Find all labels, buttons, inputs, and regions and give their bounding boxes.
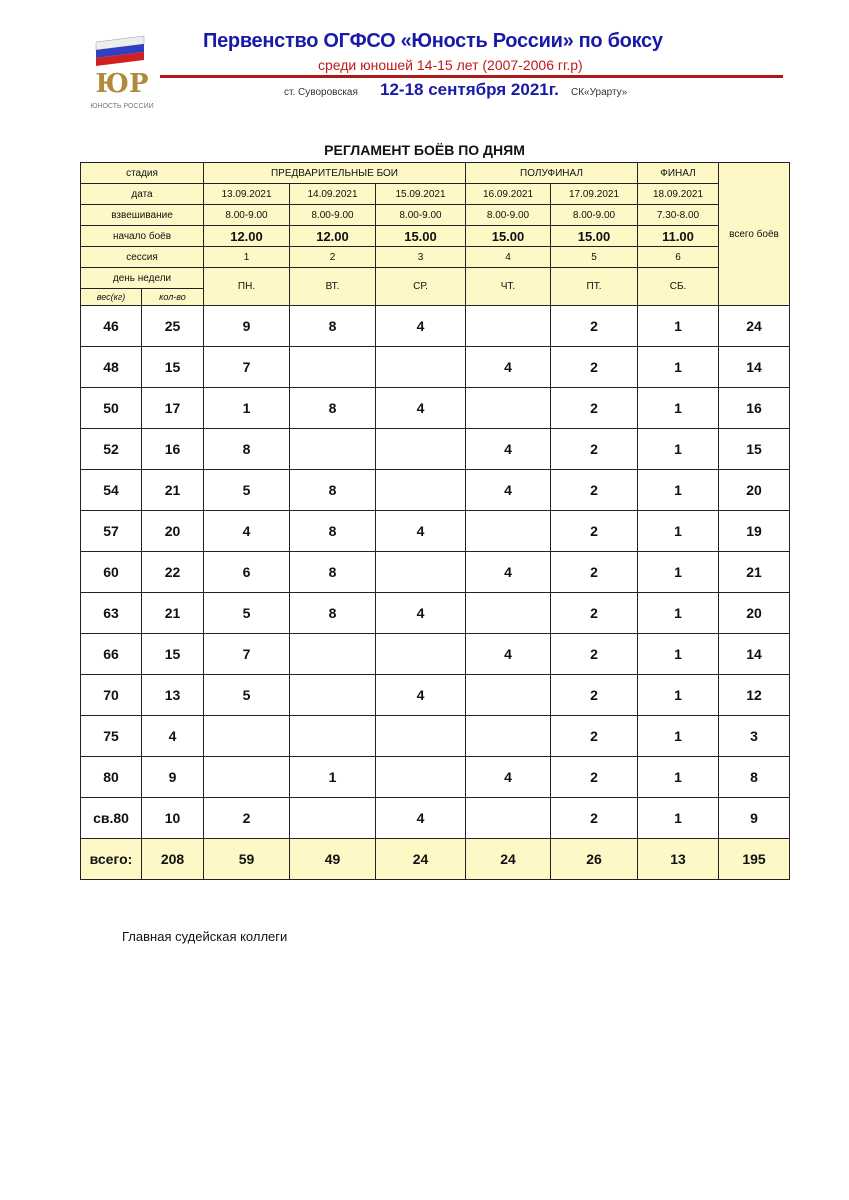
date-cell: 18.09.2021 [638,184,719,205]
table-cell: 15 [142,347,204,388]
table-cell: 2 [551,511,638,552]
total-cell: 24 [466,839,551,880]
table-cell: 9 [142,757,204,798]
table-cell: 20 [719,470,790,511]
svg-text:ЮНОСТЬ РОССИИ: ЮНОСТЬ РОССИИ [90,103,154,110]
weigh-cell: 8.00-9.00 [290,205,376,226]
table-cell [290,347,376,388]
table-cell: 8 [290,552,376,593]
table-cell: 1 [638,757,719,798]
start-cell: 12.00 [204,226,290,247]
table-cell: 66 [81,634,142,675]
table-cell: 4 [466,552,551,593]
table-row [81,675,790,716]
table-cell: 4 [466,470,551,511]
table-cell [290,716,376,757]
table-cell: 2 [551,634,638,675]
total-fights-header: всего боёв [719,163,790,306]
table-cell: 2 [551,757,638,798]
table-cell [466,511,551,552]
table-cell: 24 [719,306,790,347]
table-cell: 1 [638,306,719,347]
table-cell: 1 [638,347,719,388]
table-cell: 1 [638,552,719,593]
total-cell: 26 [551,839,638,880]
table-cell: 8 [204,429,290,470]
table-cell: 1 [638,675,719,716]
table-cell: 2 [551,388,638,429]
table-cell: 14 [719,634,790,675]
table-cell: 1 [204,388,290,429]
table-cell: 2 [551,716,638,757]
table-cell: 2 [551,470,638,511]
table-cell: 5 [204,675,290,716]
table-cell: 7 [204,347,290,388]
table-cell [290,798,376,839]
event-venue: СК«Урарту» [571,87,628,98]
table-cell: 57 [81,511,142,552]
table-cell [376,347,466,388]
table-cell [376,716,466,757]
table-cell [466,593,551,634]
yunost-rossii-logo [82,30,162,110]
footer-signature: Главная судейская коллеги [122,929,288,944]
table-cell: 16 [142,429,204,470]
table-cell [204,716,290,757]
event-subtitle: среди юношей 14-15 лет (2007-2006 гг.р) [318,57,583,73]
session-cell: 3 [376,247,466,268]
table-cell [466,675,551,716]
table-cell [376,634,466,675]
table-row [81,593,790,634]
table-cell: 17 [142,388,204,429]
total-cell: 49 [290,839,376,880]
event-place: ст. Суворовская [284,87,358,98]
svg-text:ЮР: ЮР [95,69,149,99]
weekday-label: день недели [81,268,204,289]
weekday-cell: СР. [376,268,466,306]
totals-row [81,839,790,880]
table-cell: 5 [204,593,290,634]
table-cell: 9 [719,798,790,839]
session-label: сессия [81,247,204,268]
table-title: РЕГЛАМЕНТ БОЁВ ПО ДНЯМ [324,142,525,158]
table-cell: 46 [81,306,142,347]
table-cell: 2 [551,593,638,634]
session-cell: 1 [204,247,290,268]
table-cell: 8 [290,593,376,634]
table-cell: 21 [142,470,204,511]
start-cell: 15.00 [376,226,466,247]
date-cell: 17.09.2021 [551,184,638,205]
table-cell: 6 [204,552,290,593]
table-cell: 19 [719,511,790,552]
table-cell: 12 [719,675,790,716]
table-cell: 4 [466,757,551,798]
weekday-cell: ВТ. [290,268,376,306]
table-row [81,634,790,675]
table-cell: 15 [719,429,790,470]
table-cell [290,634,376,675]
date-cell: 16.09.2021 [466,184,551,205]
table-row [81,511,790,552]
weekday-cell: ЧТ. [466,268,551,306]
table-cell: 1 [638,429,719,470]
weekday-cell: ПТ. [551,268,638,306]
table-cell: 9 [204,306,290,347]
table-cell: 4 [142,716,204,757]
table-cell: 70 [81,675,142,716]
table-cell: 4 [204,511,290,552]
table-cell [376,552,466,593]
total-cell: всего: [81,839,142,880]
start-cell: 15.00 [551,226,638,247]
table-cell: 15 [142,634,204,675]
total-cell: 13 [638,839,719,880]
table-cell: 4 [376,511,466,552]
table-cell: 4 [466,429,551,470]
table-cell: 16 [719,388,790,429]
table-cell: 1 [638,593,719,634]
stage-semifinal: ПОЛУФИНАЛ [466,163,638,184]
table-cell [376,470,466,511]
date-cell: 14.09.2021 [290,184,376,205]
table-cell: 13 [142,675,204,716]
table-cell: 8 [719,757,790,798]
table-row [81,798,790,839]
table-cell: 21 [142,593,204,634]
table-cell: 4 [376,798,466,839]
table-cell: 52 [81,429,142,470]
table-cell: 20 [719,593,790,634]
start-cell: 15.00 [466,226,551,247]
table-cell: 1 [638,388,719,429]
total-cell: 24 [376,839,466,880]
total-cell: 59 [204,839,290,880]
start-cell: 12.00 [290,226,376,247]
table-cell: 8 [290,470,376,511]
table-cell: 8 [290,511,376,552]
table-cell: 14 [719,347,790,388]
start-label: начало боёв [81,226,204,247]
session-cell: 6 [638,247,719,268]
table-cell: 1 [290,757,376,798]
total-cell: 195 [719,839,790,880]
table-cell [466,306,551,347]
date-cell: 15.09.2021 [376,184,466,205]
start-cell: 11.00 [638,226,719,247]
table-cell: 4 [376,306,466,347]
table-cell: 54 [81,470,142,511]
table-cell: 1 [638,470,719,511]
table-cell: 4 [376,593,466,634]
table-cell: 10 [142,798,204,839]
count-label: кол-во [142,289,204,306]
table-cell: 4 [376,388,466,429]
table-cell: 22 [142,552,204,593]
stage-label: стадия [81,163,204,184]
weigh-cell: 7.30-8.00 [638,205,719,226]
event-dates: 12-18 сентября 2021г. [380,80,559,99]
table-cell: 8 [290,306,376,347]
schedule-table [80,162,790,880]
table-row [81,716,790,757]
table-row [81,429,790,470]
table-cell [466,388,551,429]
date-label: дата [81,184,204,205]
table-cell: 75 [81,716,142,757]
weigh-cell: 8.00-9.00 [204,205,290,226]
table-cell: 4 [466,347,551,388]
table-row [81,306,790,347]
weigh-cell: 8.00-9.00 [466,205,551,226]
table-cell: 20 [142,511,204,552]
table-row [81,347,790,388]
total-cell: 208 [142,839,204,880]
table-cell: 63 [81,593,142,634]
table-cell: 50 [81,388,142,429]
table-cell: 1 [638,798,719,839]
weekday-cell: СБ. [638,268,719,306]
table-cell: 2 [551,347,638,388]
stage-prelim: ПРЕДВАРИТЕЛЬНЫЕ БОИ [204,163,466,184]
table-cell: 5 [204,470,290,511]
weekday-cell: ПН. [204,268,290,306]
table-row [81,552,790,593]
weigh-label: взвешивание [81,205,204,226]
weight-label: вес(кг) [81,289,142,306]
table-cell [290,675,376,716]
table-cell [466,716,551,757]
table-cell [204,757,290,798]
table-cell: 4 [466,634,551,675]
table-cell: 21 [719,552,790,593]
table-cell: 2 [551,675,638,716]
table-row [81,757,790,798]
table-cell [290,429,376,470]
date-cell: 13.09.2021 [204,184,290,205]
table-cell: 2 [551,306,638,347]
table-row [81,388,790,429]
session-cell: 2 [290,247,376,268]
table-cell: 60 [81,552,142,593]
table-cell: 7 [204,634,290,675]
table-cell: 1 [638,634,719,675]
table-row [81,470,790,511]
event-title: Первенство ОГФСО «Юность России» по боксу [203,30,663,52]
stage-final: ФИНАЛ [638,163,719,184]
weigh-cell: 8.00-9.00 [376,205,466,226]
table-cell [376,757,466,798]
table-cell: 3 [719,716,790,757]
table-cell: 1 [638,716,719,757]
table-cell: 25 [142,306,204,347]
table-cell: 2 [204,798,290,839]
weigh-cell: 8.00-9.00 [551,205,638,226]
session-cell: 4 [466,247,551,268]
table-cell [466,798,551,839]
table-cell: 2 [551,429,638,470]
table-cell: 1 [638,511,719,552]
table-cell: 80 [81,757,142,798]
table-cell: 2 [551,798,638,839]
table-cell: 48 [81,347,142,388]
session-cell: 5 [551,247,638,268]
table-cell [376,429,466,470]
table-cell: 8 [290,388,376,429]
table-cell: 4 [376,675,466,716]
table-cell: св.80 [81,798,142,839]
table-cell: 2 [551,552,638,593]
header-divider [160,75,783,78]
